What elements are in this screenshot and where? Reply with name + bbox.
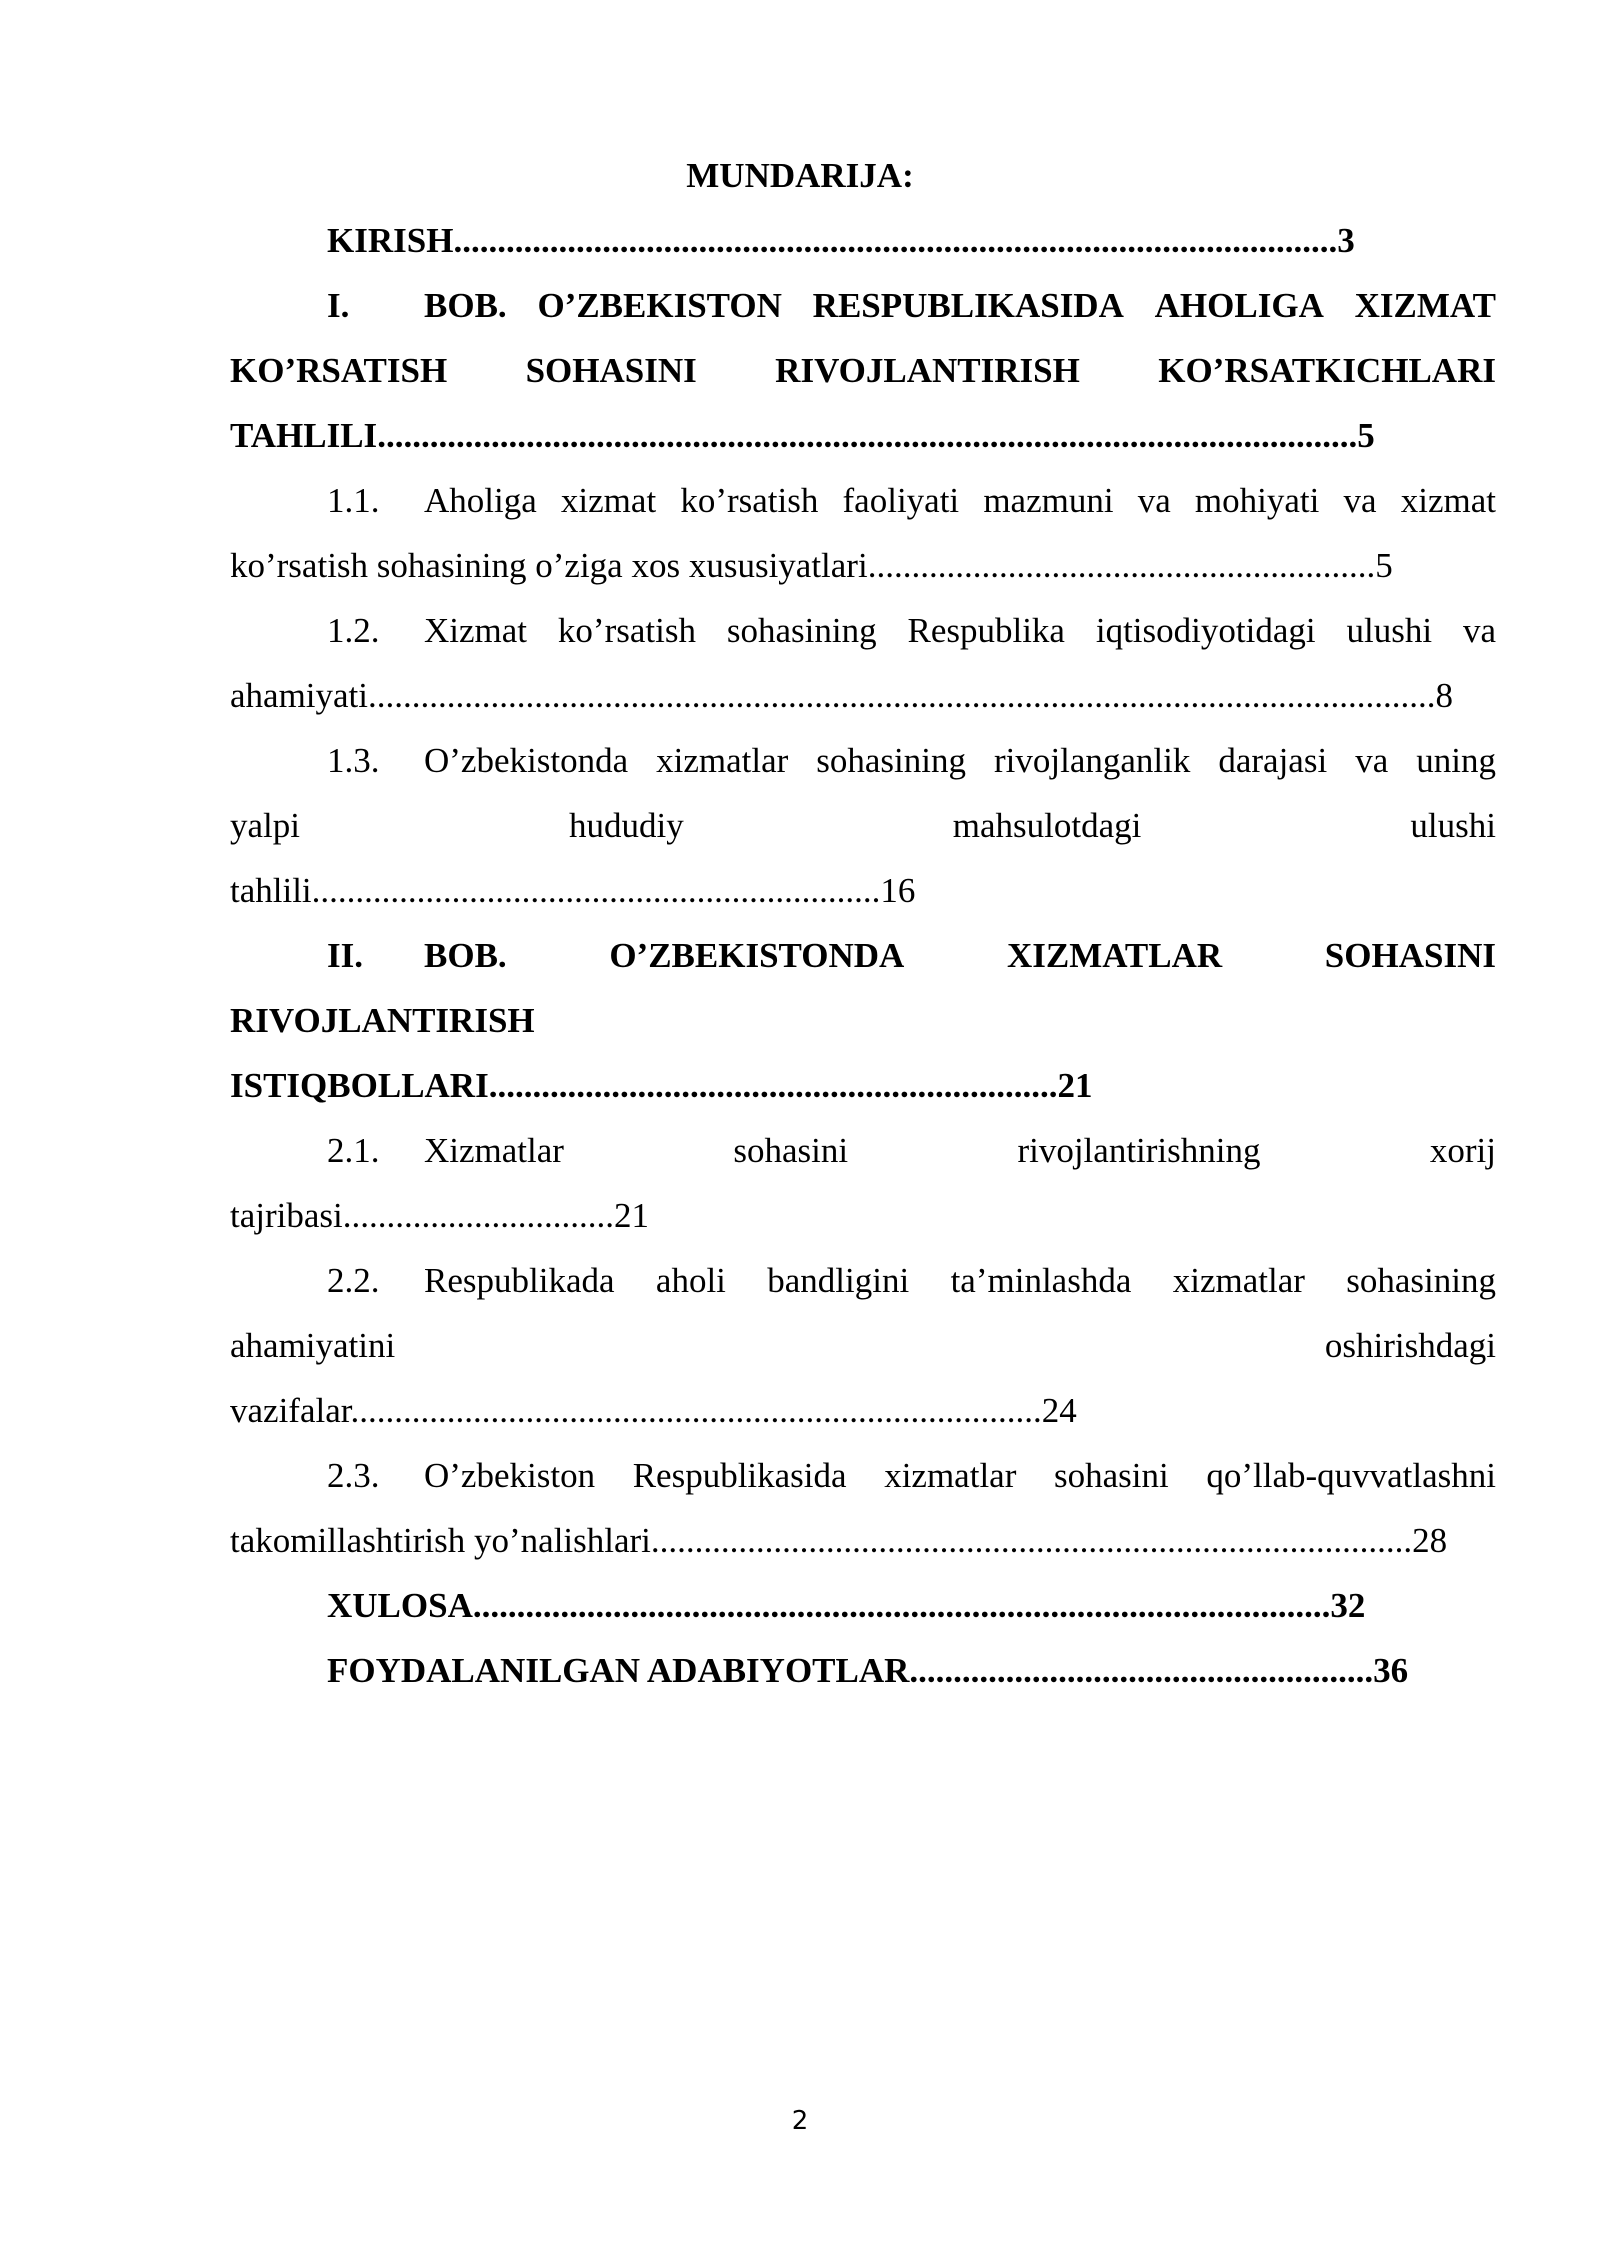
word: sohasini <box>1053 1456 1169 1495</box>
word: rivojlanganlik <box>994 741 1191 780</box>
toc-entry-bob2[interactable] <box>327 926 1496 986</box>
toc-heading-line: RIVOJLANTIRISH <box>230 1001 535 1040</box>
word: Respublikada <box>424 1261 615 1300</box>
word: xizmatlar <box>656 741 789 780</box>
toc-heading-line <box>424 276 1496 336</box>
word: ahamiyatini <box>230 1326 396 1365</box>
toc-heading-line <box>230 341 1496 401</box>
word: BOB. <box>424 286 507 325</box>
toc-entry-2-3[interactable] <box>327 1446 1496 1506</box>
toc-entry-line <box>230 1316 1496 1376</box>
word: sohasining <box>1346 1261 1496 1300</box>
word: Xizmat <box>424 611 528 650</box>
word: ulushi <box>1410 806 1496 845</box>
toc-title: MUNDARIJA: <box>686 156 914 195</box>
toc-entry-bob1[interactable] <box>327 276 1496 336</box>
toc-leader-line: vazifalar...............................................................................24 <box>230 1391 1077 1430</box>
word: va <box>1462 611 1496 650</box>
word: uning <box>1416 741 1496 780</box>
page-number: 2 <box>791 2106 809 2136</box>
toc-entry-line <box>424 1121 1496 1181</box>
toc-page-number: 24 <box>1041 1391 1077 1430</box>
toc-entry-label: ahamiyati <box>230 676 369 715</box>
toc-entry-2-2[interactable] <box>327 1251 1496 1311</box>
toc-entry-1-1[interactable] <box>327 471 1496 531</box>
word: XIZMAT <box>1354 286 1496 325</box>
toc-leader: KIRISH.....................................................................................................3 <box>327 221 1355 260</box>
word: Xizmatlar <box>424 1131 564 1170</box>
toc-entry-label: FOYDALANILGAN ADABIYOTLAR <box>327 1651 910 1690</box>
word: ko’rsatish <box>557 611 696 650</box>
word: darajasi <box>1218 741 1328 780</box>
word: xizmatlar <box>1172 1261 1305 1300</box>
word: O’ZBEKISTON <box>537 286 782 325</box>
toc-leader-line: tahlili.................................................................16 <box>230 871 916 910</box>
word: qo’llab-quvvatlashni <box>1206 1456 1496 1495</box>
word: KO’RSATKICHLARI <box>1158 351 1496 390</box>
word: yalpi <box>230 806 300 845</box>
word: oshirishdagi <box>1324 1326 1496 1365</box>
word: sohasining <box>816 741 966 780</box>
word: ko’rsatish <box>680 481 819 520</box>
word: va <box>1355 741 1389 780</box>
word: RIVOJLANTIRISH <box>775 351 1080 390</box>
word: sohasining <box>726 611 877 650</box>
word: xizmat <box>1400 481 1496 520</box>
toc-entry-kirish[interactable] <box>327 211 1496 271</box>
toc-page-number: 21 <box>1057 1066 1093 1105</box>
toc-entry-label: ko’rsatish sohasining o’ziga xos xususiyatlari <box>230 546 868 585</box>
word: AHOLIGA <box>1154 286 1324 325</box>
toc-page-number: 32 <box>1330 1586 1366 1625</box>
toc-leader-line: ahamiyati..........................................................................................................................8 <box>230 676 1454 715</box>
word: RESPUBLIKASIDA <box>812 286 1124 325</box>
toc-entry-line <box>230 796 1496 856</box>
toc-entry-1-2[interactable] <box>327 601 1496 661</box>
word: O’ZBEKISTONDA <box>609 936 905 975</box>
word: hududiy <box>569 806 684 845</box>
toc-entry-line <box>424 1446 1496 1506</box>
toc-section-number: 2.3. <box>327 1456 380 1495</box>
toc-entry-xulosa[interactable]: XULOSA..................................................................................................32 <box>327 1586 1366 1625</box>
word: KO’RSATISH <box>230 351 448 390</box>
toc-entry-2-1[interactable] <box>327 1121 1496 1181</box>
word: sohasini <box>733 1131 849 1170</box>
toc-entry-label: XULOSA <box>327 1586 473 1625</box>
word: O’zbekistonda <box>424 741 629 780</box>
toc-page-number: 5 <box>1375 546 1393 585</box>
toc-leader-line: tajribasi...............................21 <box>230 1196 649 1235</box>
toc-page-number: 16 <box>880 871 916 910</box>
word: faoliyati <box>842 481 960 520</box>
toc-entry-line <box>424 1251 1496 1311</box>
toc-entry-line <box>424 601 1496 661</box>
toc-section-number: II. <box>327 936 363 975</box>
toc-section-number: 2.2. <box>327 1261 380 1300</box>
toc-entry-label: tahlili <box>230 871 312 910</box>
toc-entry-label: KIRISH <box>327 221 454 260</box>
toc-section-number: 1.2. <box>327 611 380 650</box>
word: Respublika <box>907 611 1065 650</box>
toc-leader-line: ISTIQBOLLARI.................................................................21 <box>230 1066 1093 1105</box>
word: Aholiga <box>424 481 537 520</box>
word: SOHASINI <box>525 351 697 390</box>
word: XIZMATLAR <box>1006 936 1223 975</box>
word: va <box>1343 481 1377 520</box>
toc-leader-line: TAHLILI................................................................................................................5 <box>230 416 1375 455</box>
word: rivojlantirishning <box>1017 1131 1261 1170</box>
toc-section-number: 1.1. <box>327 481 380 520</box>
toc-leader-line: ko’rsatish sohasining o’ziga xos xususiyatlari..........................................................5 <box>230 546 1393 585</box>
toc-entry-label: TAHLILI <box>230 416 378 455</box>
toc-entry-label: takomillashtirish yo’nalishlari <box>230 1521 651 1560</box>
toc-section-number: I. <box>327 286 350 325</box>
toc-heading-line <box>424 926 1496 986</box>
word: bandligini <box>767 1261 910 1300</box>
word: O’zbekiston <box>424 1456 596 1495</box>
word: xizmatlar <box>884 1456 1017 1495</box>
toc-leader-line: takomillashtirish yo’nalishlari.......................................................................................28 <box>230 1521 1448 1560</box>
toc-page-number: 21 <box>614 1196 649 1235</box>
toc-entry-adabiyotlar[interactable]: FOYDALANILGAN ADABIYOTLAR.....................................................36 <box>327 1651 1409 1690</box>
word: mahsulotdagi <box>952 806 1142 845</box>
word: mazmuni <box>983 481 1114 520</box>
toc-page-number: 28 <box>1412 1521 1448 1560</box>
word: ta’minlashda <box>950 1261 1132 1300</box>
toc-entry-line <box>424 471 1496 531</box>
toc-section-number: 1.3. <box>327 741 380 780</box>
toc-page-number: 5 <box>1357 416 1375 455</box>
word: BOB. <box>424 936 507 975</box>
word: aholi <box>655 1261 726 1300</box>
word: mohiyati <box>1194 481 1320 520</box>
toc-page-number: 8 <box>1435 676 1454 715</box>
toc-entry-line <box>424 731 1496 791</box>
toc-entry-label: ISTIQBOLLARI <box>230 1066 489 1105</box>
toc-entry-label: vazifalar <box>230 1391 351 1430</box>
word: iqtisodiyotidagi <box>1095 611 1316 650</box>
word: SOHASINI <box>1324 936 1496 975</box>
word: xizmat <box>560 481 657 520</box>
word: xorij <box>1429 1131 1496 1170</box>
toc-entry-1-3[interactable] <box>327 731 1496 791</box>
word: Respublikasida <box>632 1456 847 1495</box>
toc-section-number: 2.1. <box>327 1131 380 1170</box>
toc-page-number: 3 <box>1337 221 1355 260</box>
toc-page-number: 36 <box>1373 1651 1409 1690</box>
word: ulushi <box>1346 611 1433 650</box>
word: va <box>1137 481 1171 520</box>
toc-entry-label: tajribasi <box>230 1196 343 1235</box>
